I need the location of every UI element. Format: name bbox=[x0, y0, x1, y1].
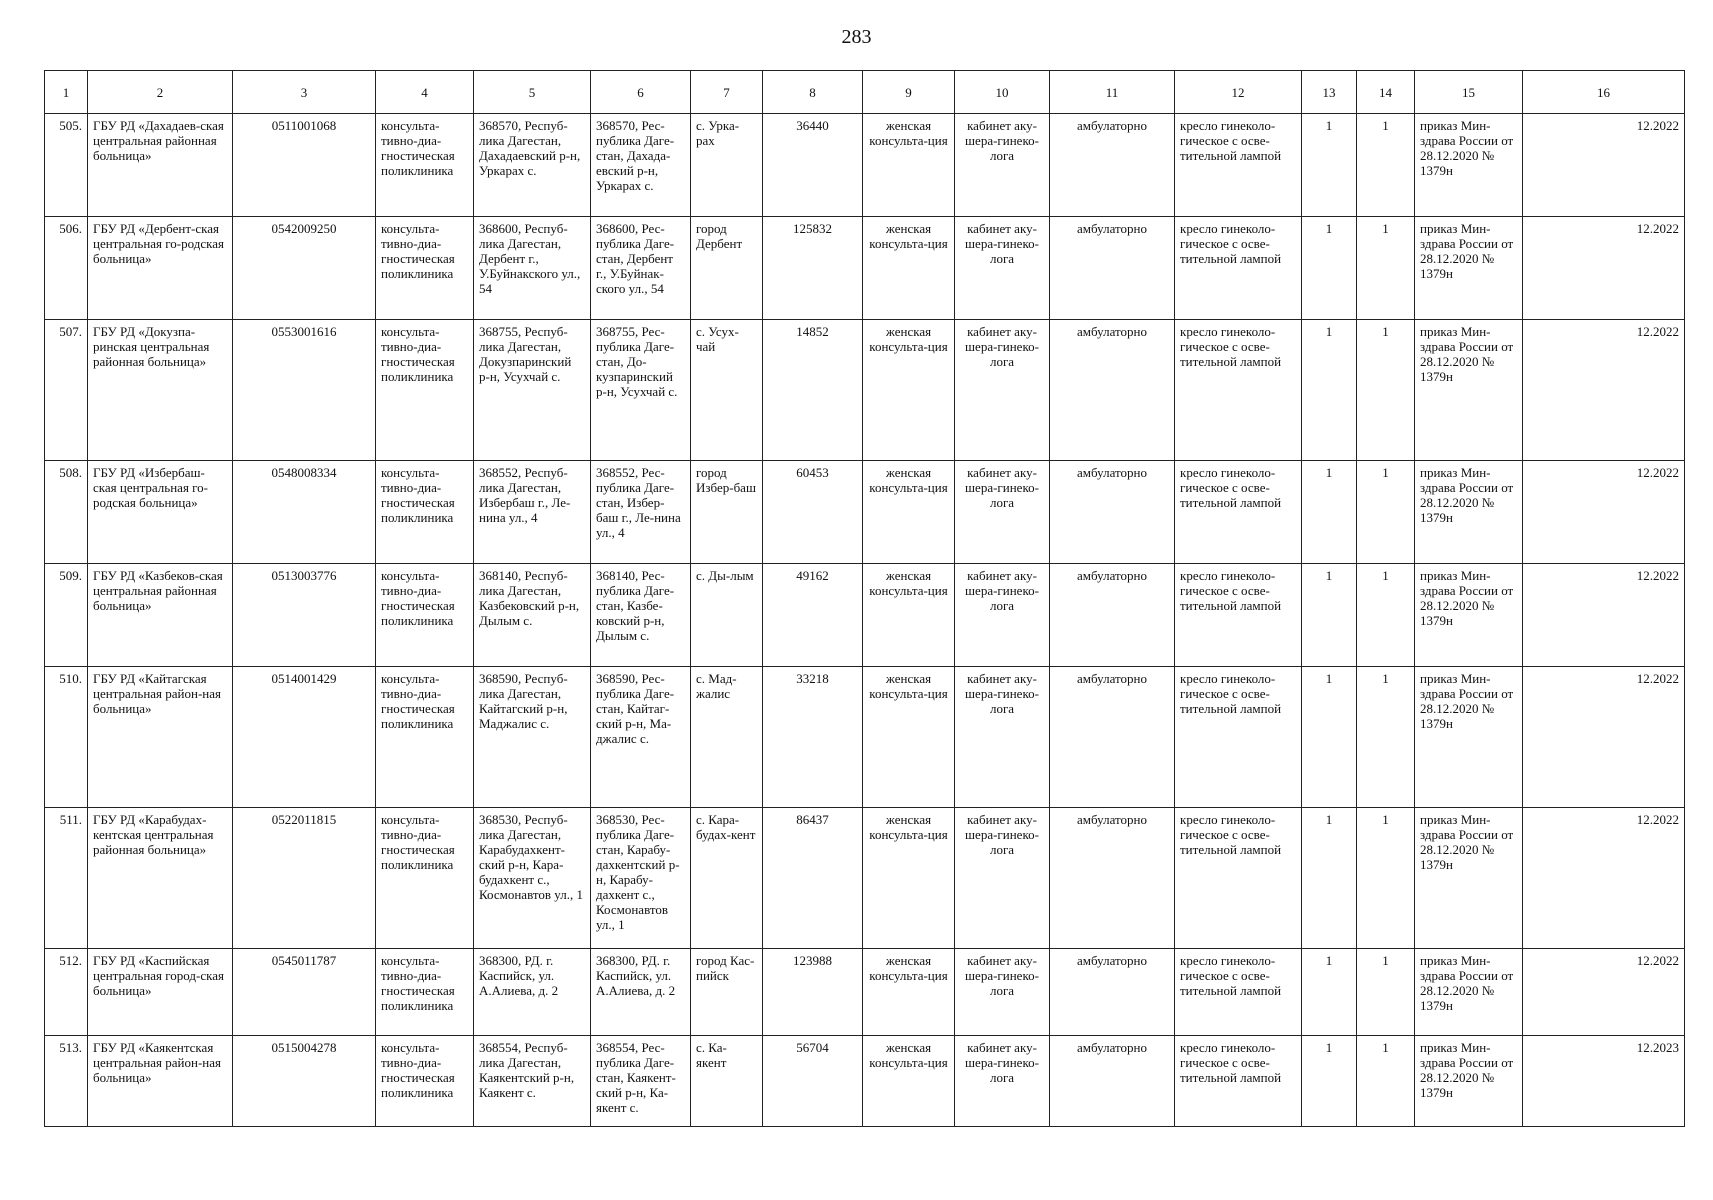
institution-name-cell: ГБУ РД «Дахадаев-ская центральная районная больница» bbox=[88, 114, 233, 217]
equipment-cell: кресло гинеколо-гическое с осве-тительной лампой bbox=[1175, 114, 1302, 217]
room-cell: кабинет аку-шера-гинеко-лога bbox=[955, 217, 1050, 320]
population-cell: 60453 bbox=[763, 461, 863, 564]
table-row bbox=[45, 949, 1685, 1036]
deadline-date-cell: 12.2022 bbox=[1523, 461, 1685, 564]
quantity-13-cell: 1 bbox=[1302, 667, 1357, 808]
room-cell: кабинет аку-шера-гинеко-лога bbox=[955, 808, 1050, 949]
quantity-14-cell: 1 bbox=[1357, 667, 1415, 808]
inn-code-cell: 0514001429 bbox=[233, 667, 376, 808]
care-mode-cell: амбулаторно bbox=[1050, 1036, 1175, 1127]
actual-address-cell: 368590, Рес-публика Даге-стан, Кайтаг-ский р-н, Ма-джалис с. bbox=[591, 667, 691, 808]
institution-name-cell: ГБУ РД «Казбеков-ская центральная районная больница» bbox=[88, 564, 233, 667]
locality-cell: с. Кара-будах-кент bbox=[691, 808, 763, 949]
room-cell: кабинет аку-шера-гинеко-лога bbox=[955, 461, 1050, 564]
table-row bbox=[45, 667, 1685, 808]
care-mode-cell: амбулаторно bbox=[1050, 808, 1175, 949]
deadline-date-cell: 12.2023 bbox=[1523, 1036, 1685, 1127]
inn-code-cell: 0511001068 bbox=[233, 114, 376, 217]
quantity-13-cell: 1 bbox=[1302, 808, 1357, 949]
population-cell: 125832 bbox=[763, 217, 863, 320]
column-header: 3 bbox=[233, 71, 376, 114]
regulation-cell: приказ Мин-здрава России от 28.12.2020 № 1379н bbox=[1415, 114, 1523, 217]
deadline-date-cell: 12.2022 bbox=[1523, 114, 1685, 217]
population-cell: 14852 bbox=[763, 320, 863, 461]
room-cell: кабинет аку-шера-гинеко-лога bbox=[955, 667, 1050, 808]
locality-cell: с. Ка-якент bbox=[691, 1036, 763, 1127]
row-number-cell: 510. bbox=[45, 667, 88, 808]
deadline-date-cell: 12.2022 bbox=[1523, 320, 1685, 461]
legal-address-cell: 368590, Респуб-лика Дагестан, Кайтагский р-н, Маджалис с. bbox=[474, 667, 591, 808]
quantity-14-cell: 1 bbox=[1357, 808, 1415, 949]
actual-address-cell: 368554, Рес-публика Даге-стан, Каякент-ский р-н, Ка-якент с. bbox=[591, 1036, 691, 1127]
department-cell: женская консульта-ция bbox=[863, 1036, 955, 1127]
facility-type-cell: консульта-тивно-диа-гностическая поликлиника bbox=[376, 667, 474, 808]
actual-address-cell: 368530, Рес-публика Даге-стан, Карабу-дахкентский р-н, Карабу-дахкент с., Космонавтов ул., 1 bbox=[591, 808, 691, 949]
quantity-13-cell: 1 bbox=[1302, 1036, 1357, 1127]
legal-address-cell: 368600, Респуб-лика Дагестан, Дербент г., У.Буйнакского ул., 54 bbox=[474, 217, 591, 320]
page-number: 283 bbox=[841, 26, 872, 48]
actual-address-cell: 368755, Рес-публика Даге-стан, До-кузпаринский р-н, Усухчай с. bbox=[591, 320, 691, 461]
quantity-14-cell: 1 bbox=[1357, 949, 1415, 1036]
population-cell: 123988 bbox=[763, 949, 863, 1036]
institution-name-cell: ГБУ РД «Кайтагская центральная район-ная больница» bbox=[88, 667, 233, 808]
legal-address-cell: 368140, Респуб-лика Дагестан, Казбековский р-н, Дылым с. bbox=[474, 564, 591, 667]
row-number-cell: 513. bbox=[45, 1036, 88, 1127]
regulation-cell: приказ Мин-здрава России от 28.12.2020 № 1379н bbox=[1415, 1036, 1523, 1127]
deadline-date-cell: 12.2022 bbox=[1523, 217, 1685, 320]
column-header: 5 bbox=[474, 71, 591, 114]
population-cell: 33218 bbox=[763, 667, 863, 808]
care-mode-cell: амбулаторно bbox=[1050, 320, 1175, 461]
column-header: 9 bbox=[863, 71, 955, 114]
legal-address-cell: 368530, Респуб-лика Дагестан, Карабудахкент-ский р-н, Кара-будахкент с., Космонавтов ул., 1 bbox=[474, 808, 591, 949]
department-cell: женская консульта-ция bbox=[863, 461, 955, 564]
care-mode-cell: амбулаторно bbox=[1050, 564, 1175, 667]
quantity-14-cell: 1 bbox=[1357, 114, 1415, 217]
actual-address-cell: 368140, Рес-публика Даге-стан, Казбе-ковский р-н, Дылым с. bbox=[591, 564, 691, 667]
row-number-cell: 508. bbox=[45, 461, 88, 564]
table-row bbox=[45, 1036, 1685, 1127]
facility-type-cell: консульта-тивно-диа-гностическая поликлиника bbox=[376, 114, 474, 217]
locality-cell: с. Урка-рах bbox=[691, 114, 763, 217]
table-row bbox=[45, 564, 1685, 667]
legal-address-cell: 368570, Респуб-лика Дагестан, Дахадаевский р-н, Уркарах с. bbox=[474, 114, 591, 217]
quantity-13-cell: 1 bbox=[1302, 217, 1357, 320]
room-cell: кабинет аку-шера-гинеко-лога bbox=[955, 1036, 1050, 1127]
equipment-cell: кресло гинеколо-гическое с осве-тительной лампой bbox=[1175, 217, 1302, 320]
column-header: 6 bbox=[591, 71, 691, 114]
facility-type-cell: консульта-тивно-диа-гностическая поликлиника bbox=[376, 808, 474, 949]
deadline-date-cell: 12.2022 bbox=[1523, 808, 1685, 949]
quantity-13-cell: 1 bbox=[1302, 114, 1357, 217]
department-cell: женская консульта-ция bbox=[863, 217, 955, 320]
column-header: 2 bbox=[88, 71, 233, 114]
institution-name-cell: ГБУ РД «Избербаш-ская центральная го-родская больница» bbox=[88, 461, 233, 564]
legal-address-cell: 368300, РД. г. Каспийск, ул. А.Алиева, д. 2 bbox=[474, 949, 591, 1036]
column-header: 12 bbox=[1175, 71, 1302, 114]
regulation-cell: приказ Мин-здрава России от 28.12.2020 № 1379н bbox=[1415, 949, 1523, 1036]
regulation-cell: приказ Мин-здрава России от 28.12.2020 № 1379н bbox=[1415, 217, 1523, 320]
quantity-14-cell: 1 bbox=[1357, 1036, 1415, 1127]
room-cell: кабинет аку-шера-гинеко-лога bbox=[955, 320, 1050, 461]
inn-code-cell: 0542009250 bbox=[233, 217, 376, 320]
quantity-14-cell: 1 bbox=[1357, 217, 1415, 320]
institution-name-cell: ГБУ РД «Дербент-ская центральная го-родская больница» bbox=[88, 217, 233, 320]
equipment-cell: кресло гинеколо-гическое с осве-тительной лампой bbox=[1175, 949, 1302, 1036]
facility-type-cell: консульта-тивно-диа-гностическая поликлиника bbox=[376, 320, 474, 461]
table-row bbox=[45, 217, 1685, 320]
deadline-date-cell: 12.2022 bbox=[1523, 564, 1685, 667]
institution-name-cell: ГБУ РД «Каякентская центральная район-ная больница» bbox=[88, 1036, 233, 1127]
inn-code-cell: 0522011815 bbox=[233, 808, 376, 949]
equipment-cell: кресло гинеколо-гическое с осве-тительной лампой bbox=[1175, 1036, 1302, 1127]
care-mode-cell: амбулаторно bbox=[1050, 949, 1175, 1036]
department-cell: женская консульта-ция bbox=[863, 808, 955, 949]
row-number-cell: 512. bbox=[45, 949, 88, 1036]
column-header: 4 bbox=[376, 71, 474, 114]
column-header: 7 bbox=[691, 71, 763, 114]
locality-cell: с. Мад-жалис bbox=[691, 667, 763, 808]
department-cell: женская консульта-ция bbox=[863, 320, 955, 461]
inn-code-cell: 0545011787 bbox=[233, 949, 376, 1036]
institution-name-cell: ГБУ РД «Докузпа-ринская центральная районная больница» bbox=[88, 320, 233, 461]
institution-name-cell: ГБУ РД «Карабудах-кентская центральная районная больница» bbox=[88, 808, 233, 949]
regulation-cell: приказ Мин-здрава России от 28.12.2020 № 1379н bbox=[1415, 320, 1523, 461]
facility-type-cell: консульта-тивно-диа-гностическая поликлиника bbox=[376, 217, 474, 320]
quantity-13-cell: 1 bbox=[1302, 320, 1357, 461]
care-mode-cell: амбулаторно bbox=[1050, 461, 1175, 564]
legal-address-cell: 368755, Респуб-лика Дагестан, Докузпаринский р-н, Усухчай с. bbox=[474, 320, 591, 461]
quantity-14-cell: 1 bbox=[1357, 564, 1415, 667]
column-header: 10 bbox=[955, 71, 1050, 114]
deadline-date-cell: 12.2022 bbox=[1523, 949, 1685, 1036]
population-cell: 86437 bbox=[763, 808, 863, 949]
care-mode-cell: амбулаторно bbox=[1050, 217, 1175, 320]
deadline-date-cell: 12.2022 bbox=[1523, 667, 1685, 808]
equipment-cell: кресло гинеколо-гическое с осве-тительной лампой bbox=[1175, 461, 1302, 564]
regulation-cell: приказ Мин-здрава России от 28.12.2020 № 1379н bbox=[1415, 667, 1523, 808]
inn-code-cell: 0548008334 bbox=[233, 461, 376, 564]
column-header: 14 bbox=[1357, 71, 1415, 114]
equipment-cell: кресло гинеколо-гическое с осве-тительной лампой bbox=[1175, 320, 1302, 461]
column-header: 13 bbox=[1302, 71, 1357, 114]
inn-code-cell: 0553001616 bbox=[233, 320, 376, 461]
care-mode-cell: амбулаторно bbox=[1050, 114, 1175, 217]
column-header: 8 bbox=[763, 71, 863, 114]
row-number-cell: 505. bbox=[45, 114, 88, 217]
institution-name-cell: ГБУ РД «Каспийская центральная город-ская больница» bbox=[88, 949, 233, 1036]
facilities-table bbox=[44, 70, 1685, 1127]
row-number-cell: 509. bbox=[45, 564, 88, 667]
population-cell: 36440 bbox=[763, 114, 863, 217]
table-row bbox=[45, 320, 1685, 461]
department-cell: женская консульта-ция bbox=[863, 667, 955, 808]
facility-type-cell: консульта-тивно-диа-гностическая поликлиника bbox=[376, 949, 474, 1036]
regulation-cell: приказ Мин-здрава России от 28.12.2020 № 1379н bbox=[1415, 564, 1523, 667]
inn-code-cell: 0513003776 bbox=[233, 564, 376, 667]
locality-cell: город Кас-пийск bbox=[691, 949, 763, 1036]
actual-address-cell: 368300, РД. г. Каспийск, ул. А.Алиева, д. 2 bbox=[591, 949, 691, 1036]
locality-cell: город Избер-баш bbox=[691, 461, 763, 564]
column-header: 1 bbox=[45, 71, 88, 114]
table-row bbox=[45, 114, 1685, 217]
legal-address-cell: 368554, Респуб-лика Дагестан, Каякентский р-н, Каякент с. bbox=[474, 1036, 591, 1127]
department-cell: женская консульта-ция bbox=[863, 114, 955, 217]
equipment-cell: кресло гинеколо-гическое с осве-тительной лампой bbox=[1175, 667, 1302, 808]
regulation-cell: приказ Мин-здрава России от 28.12.2020 № 1379н bbox=[1415, 461, 1523, 564]
facility-type-cell: консульта-тивно-диа-гностическая поликлиника bbox=[376, 564, 474, 667]
actual-address-cell: 368552, Рес-публика Даге-стан, Избер-баш г., Ле-нина ул., 4 bbox=[591, 461, 691, 564]
locality-cell: город Дербент bbox=[691, 217, 763, 320]
care-mode-cell: амбулаторно bbox=[1050, 667, 1175, 808]
population-cell: 56704 bbox=[763, 1036, 863, 1127]
quantity-14-cell: 1 bbox=[1357, 461, 1415, 564]
equipment-cell: кресло гинеколо-гическое с осве-тительной лампой bbox=[1175, 808, 1302, 949]
equipment-cell: кресло гинеколо-гическое с осве-тительной лампой bbox=[1175, 564, 1302, 667]
row-number-cell: 507. bbox=[45, 320, 88, 461]
quantity-13-cell: 1 bbox=[1302, 461, 1357, 564]
legal-address-cell: 368552, Респуб-лика Дагестан, Избербаш г., Ле-нина ул., 4 bbox=[474, 461, 591, 564]
facility-type-cell: консульта-тивно-диа-гностическая поликлиника bbox=[376, 1036, 474, 1127]
quantity-13-cell: 1 bbox=[1302, 564, 1357, 667]
quantity-14-cell: 1 bbox=[1357, 320, 1415, 461]
row-number-cell: 506. bbox=[45, 217, 88, 320]
table-row bbox=[45, 461, 1685, 564]
locality-cell: с. Ды-лым bbox=[691, 564, 763, 667]
department-cell: женская консульта-ция bbox=[863, 949, 955, 1036]
column-header-row bbox=[45, 71, 1685, 114]
quantity-13-cell: 1 bbox=[1302, 949, 1357, 1036]
department-cell: женская консульта-ция bbox=[863, 564, 955, 667]
room-cell: кабинет аку-шера-гинеко-лога bbox=[955, 949, 1050, 1036]
locality-cell: с. Усух-чай bbox=[691, 320, 763, 461]
regulation-cell: приказ Мин-здрава России от 28.12.2020 № 1379н bbox=[1415, 808, 1523, 949]
population-cell: 49162 bbox=[763, 564, 863, 667]
actual-address-cell: 368600, Рес-публика Даге-стан, Дербент г., У.Буйнак-ского ул., 54 bbox=[591, 217, 691, 320]
row-number-cell: 511. bbox=[45, 808, 88, 949]
column-header: 15 bbox=[1415, 71, 1523, 114]
table-row bbox=[45, 808, 1685, 949]
column-header: 11 bbox=[1050, 71, 1175, 114]
facility-type-cell: консульта-тивно-диа-гностическая поликлиника bbox=[376, 461, 474, 564]
room-cell: кабинет аку-шера-гинеко-лога bbox=[955, 114, 1050, 217]
room-cell: кабинет аку-шера-гинеко-лога bbox=[955, 564, 1050, 667]
inn-code-cell: 0515004278 bbox=[233, 1036, 376, 1127]
column-header: 16 bbox=[1523, 71, 1685, 114]
actual-address-cell: 368570, Рес-публика Даге-стан, Дахада-евский р-н, Уркарах с. bbox=[591, 114, 691, 217]
